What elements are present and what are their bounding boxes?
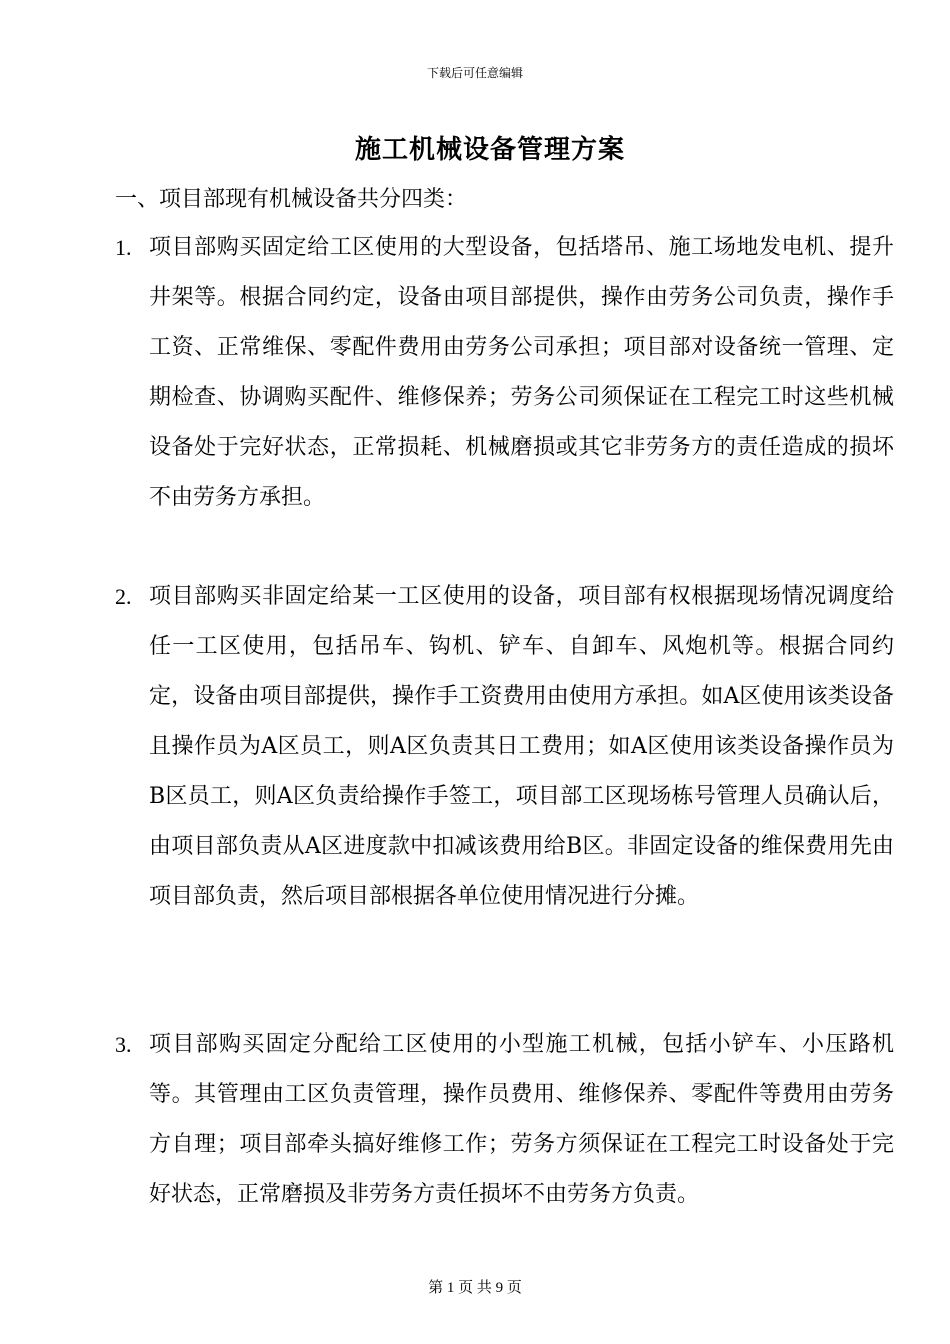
list-item: [115, 1020, 905, 1220]
list-item: [115, 223, 905, 523]
list-item: [115, 572, 905, 922]
list-item-number: 1.: [115, 235, 132, 260]
list-item-number: 3.: [115, 1032, 132, 1057]
page-header-note: 下载后可任意编辑: [426, 66, 523, 80]
list-item-text: 项目部购买非固定给某一工区使用的设备，项目部有权根据现场情况调度给任一工区使用，包括吊车、钩机、铲车、自卸车、风炮机等。根据合同约定，设备由项目部提供，操作手工资费用由使用方承担。如A区使用该类设备且操作员为A区员工，则A区负责其日工费用；如A区使用该类设备操作员为B区员工，则A区负责给操作手签工，项目部工区现场栋号管理人员确认后，由项目部负责从A区进度款中扣减该费用给B区。非固定设备的维保费用先由项目部负责，然后项目部根据各单位使用情况进行分摊。: [149, 584, 894, 909]
list-item-number: 2.: [115, 584, 132, 609]
page-number-footer: 第 1 页 共 9 页: [428, 1280, 522, 1296]
section-heading: 一、项目部现有机械设备共分四类：: [115, 187, 468, 212]
document-title: 施工机械设备管理方案: [354, 135, 625, 165]
list-item-text: 项目部购买固定给工区使用的大型设备，包括塔吊、施工场地发电机、提升井架等。根据合同约定，设备由项目部提供，操作由劳务公司负责，操作手工资、正常维保、零配件费用由劳务公司承担；项目部对设备统一管理、定期检查、协调购买配件、维修保养；劳务公司须保证在工程完工时这些机械设备处于完好状态，正常损耗、机械磨损或其它非劳务方的责任造成的损坏不由劳务方承担。: [149, 235, 894, 510]
list-item-text: 项目部购买固定分配给工区使用的小型施工机械，包括小铲车、小压路机等。其管理由工区负责管理，操作员费用、维修保养、零配件等费用由劳务方自理；项目部牵头搞好维修工作；劳务方须保证在工程完工时设备处于完好状态，正常磨损及非劳务方责任损坏不由劳务方负责。: [149, 1032, 894, 1207]
